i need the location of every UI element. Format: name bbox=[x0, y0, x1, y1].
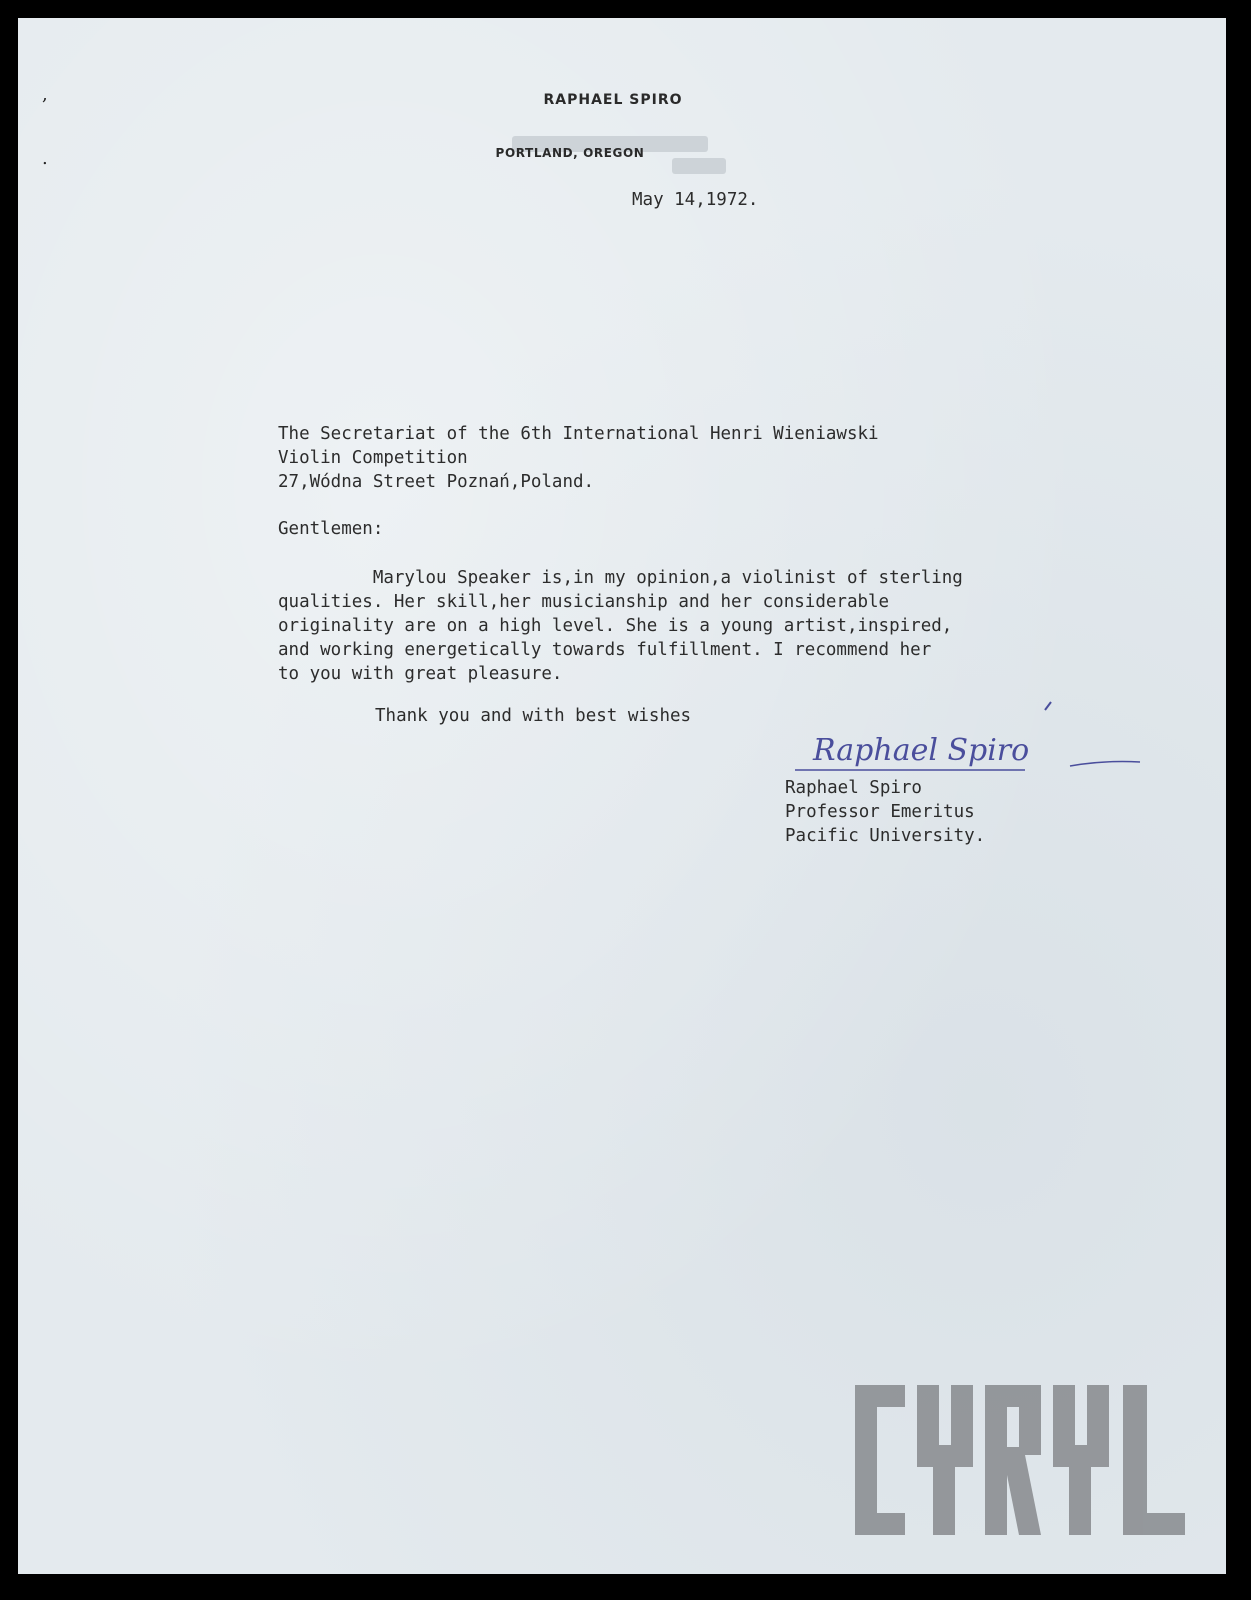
cyryl-watermark-logo bbox=[855, 1385, 1195, 1535]
recipient-line: The Secretariat of the 6th International Henri Wieniawski bbox=[278, 424, 879, 444]
signer-institution: Pacific University. bbox=[785, 826, 986, 846]
signer-name: Raphael Spiro bbox=[785, 778, 922, 798]
recipient-address bbox=[278, 422, 879, 494]
margin-mark: . bbox=[42, 148, 48, 169]
letterhead-city: PORTLAND, OREGON bbox=[495, 146, 645, 160]
letterhead-name: RAPHAEL SPIRO bbox=[543, 92, 683, 108]
redacted-zip bbox=[672, 158, 726, 174]
body-line: qualities. Her skill,her musicianship and her considerable bbox=[278, 592, 890, 612]
body-line: to you with great pleasure. bbox=[278, 664, 563, 684]
recipient-line: Violin Competition bbox=[278, 448, 468, 468]
margin-mark: , bbox=[42, 84, 48, 105]
body-line: Marylou Speaker is,in my opinion,a violinist of sterling bbox=[278, 568, 963, 588]
body-line: and working energetically towards fulfillment. I recommend her bbox=[278, 640, 932, 660]
signer-title: Professor Emeritus bbox=[785, 802, 975, 822]
letter-date: May 14,1972. bbox=[632, 190, 759, 210]
letter-body bbox=[278, 566, 963, 686]
closing: Thank you and with best wishes bbox=[375, 706, 692, 726]
signature-text: Raphael Spiro bbox=[813, 733, 1030, 768]
recipient-line: 27,Wódna Street Poznań,Poland. bbox=[278, 472, 595, 492]
salutation: Gentlemen: bbox=[278, 519, 384, 539]
body-line: originality are on a high level. She is a young artist,inspired, bbox=[278, 616, 953, 636]
letter-page bbox=[18, 18, 1226, 1574]
signature-block bbox=[785, 776, 985, 848]
